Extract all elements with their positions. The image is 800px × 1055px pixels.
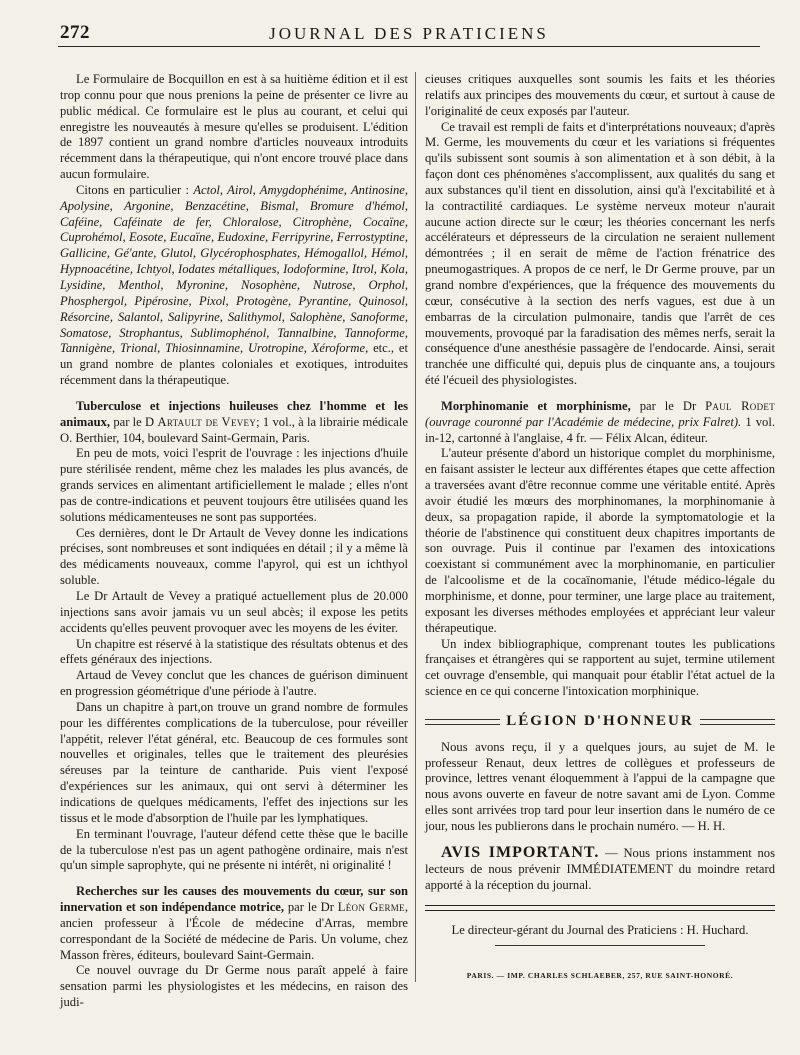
avis-title: AVIS IMPORTANT. <box>441 843 600 861</box>
heading-rule-right <box>700 719 775 725</box>
imprint-rule <box>495 945 705 946</box>
tuberculose-paragraph-4: Un chapitre est réservé à la statistique des résultats obtenus et des effets généraux des injections. <box>60 636 408 667</box>
recherches-continued: cieuses critiques auxquelles sont soumis les faits et les théories relatifs aux principes des mouvements du cœur, et surtout à cause de l'originalité de ceux exposés par l'auteur. <box>425 72 775 118</box>
legion-title: LÉGION D'HONNEUR <box>506 712 694 729</box>
page-header <box>58 22 760 47</box>
recherches-by: par le Dr <box>287 900 334 915</box>
right-column <box>425 72 775 984</box>
citons-end: etc., et un grand nombre de plantes coloniales et exotiques, introduites récemment dans la thérapeutique. <box>60 341 408 388</box>
recherches-paragraph-1: Ce nouvel ouvrage du Dr Germe nous paraît appelé à faire sensation parmi les physiologistes et les médecins, en raison des judi- <box>60 963 408 1010</box>
morphinomanie-paragraph-2: Un index bibliographique, comprenant toutes les publications françaises et étrangères qui se rapportent au sujet, termine utilement cet ouvrage d'ensemble, qui manquait pour établir l'état actuel de la science en ce qui concerne l'intoxication morphinique. <box>425 636 775 699</box>
director-signature: Le directeur-gérant du Journal des Praticiens : H. Huchard. <box>451 923 749 938</box>
printer-imprint: PARIS. — IMP. CHARLES SCHLAEBER, 257, RUE SAINT-HONORÉ. <box>466 971 734 981</box>
tuberculose-paragraph-6: Dans un chapitre à part,on trouve un grand nombre de formules pour les différentes complications de la tuberculose, pour réveiller l'appétit, relever l'état général, etc. Beaucoup de ces formules sont nouvelles et originales, telles que le traitement des pleurésies séreuses par la teinture de cantharide. Puis vient l'exposé d'expériences sur les animaux, qui ont servi à déterminer les indications de quelques médicaments, l'effet des injections sur les tissus et le mode d'absorption de l'huile par les lymphatiques. <box>60 699 408 825</box>
tuberculose-by: par le D <box>113 414 155 429</box>
legion-paragraph: Nous avons reçu, il y a quelques jours, au sujet de M. le professeur Renaut, deux lettres de collègues et professeurs de province, lettres venant éloquemment à l'appui de la campagne que nous avons ouverte en faveur de notre savant ami de Lyon. Comme elles sont arrivées trop tard pour leur insertion dans le numéro de ce jour, nous les publierons dans le prochain numéro. — H. H. <box>425 739 775 833</box>
page-number: 272 <box>60 22 90 43</box>
morphinomanie-paragraph-1: L'auteur présente d'abord un historique complet du morphinisme, en faisant assister le lecteur aux différentes étapes que cette affection a traversées avant d'être reconnue comme une véritable entité. Après avoir étudié les mœurs des morphinomanes, la morphinomanie à deux, sa propagation rapide, il aborde la symptomatologie et la théorie de l'abstinence qui constituent deux chapitres importants de son ouvrage. Puis il continue par l'examen des intoxications coexistant si communément avec la morphinomanie, en particulier de l'alcoolisme et de la cocaïnomanie, l'étude médico-légale du morphinisme, et donne, pour terminer, une large place au traitement, exposant les diverses méthodes employées et appréciant leur valeur thérapeutique. <box>425 446 775 635</box>
heading-rule-left <box>425 719 500 725</box>
recherches-paragraph-2: Ce travail est rempli de faits et d'interprétations nouveaux; d'après M. Germe, les mouvements du cœur et les variations si fréquentes qu'ils subissent sont soumis à son alimentation et à son débit, à la façon dont ces phénomènes s'accomplissent, aux qualités du sang et aux substances qu'il tient en dissolution, ainsi qu'à l'excitabilité et à la contractilité cardiaques. Le système nerveux moteur n'aurait aucune action directe sur le cœur; les théories concernant les nerfs accélérateurs et dépresseurs de la circulation ne seraient nullement démontrées ; il en serait de même de l'action frénatrice des pneumogastriques. A propos de ce nerf, le Dr Germe prouve, par un grand nombre d'expériences, que la fréquence des mouvements du cœur, consécutive à la section des nerfs vagues, est due à un embarras de la circulation pulmonaire, tandis que l'arrêt de ces mouvements, provoqué par la faradisation des mêmes nerfs, serait la conséquence d'une anesthésie passagère de l'endocarde. Ainsi, serait tranchée une difficulté qui, depuis plus de cinquante ans, a toujours été l'écueil des physiologistes. <box>425 119 775 388</box>
journal-title: JOURNAL DES PRATICIENS <box>269 24 549 43</box>
morphinomanie-by: par le Dr <box>639 398 697 413</box>
avis-text: — Nous prions instamment nos lecteurs de nous prévenir IMMÉDIATEMENT du moindre retard apporté à la réception du journal. <box>425 845 775 892</box>
drug-list: Actol, Airol, Amygdophénime, Antinosine, Apolysine, Argonine, Benzacétine, Bismal, Bromure d'hémol, Caféine, Caféinate de fer, Chloralose, Citrophène, Cocaïne, Cuprohémol, Eosote, Eucaïne, Eudoxine, Ferripyrine, Ferrostyptine, Gallicine, Gé'ante, Glutol, Glycérophosphates, Hémogallol, Hémol, Hypnoacétine, Ichtyol, Iodates métalliques, Iodoformine, Itrol, Kola, Lysidine, Menthol, Myronine, Nosophène, Nutrose, Orphol, Phosphergol, Pipérosine, Pixol, Protogène, Pyrantine, Quinosol, Résorcine, Salantol, Salipyrine, Salithymol, Salophène, Sanoforme, Somatose, Strophantus, Sublimophénol, Tannalbine, Tannoforme, Tannigène, Trional, Thiosinnamine, Urotropine, Xéroforme, <box>60 182 408 356</box>
tuberculose-paragraph-2: Ces dernières, dont le Dr Artault de Vevey donne les indications précises, sont nombreuses et sont indiquées en détail ; il y a même là des médicaments nouveaux, comme l'apyrol, qui est un ichthyol soluble. <box>60 525 408 588</box>
recherches-title: Recherches sur les causes des mouvements du cœur, sur son innervation et son indépendance motrice, <box>60 884 408 915</box>
left-column <box>60 72 408 1011</box>
morphinomanie-entry <box>425 399 775 447</box>
formulaire-paragraph: Le Formulaire de Bocquillon en est à sa huitième édition et il est trop connu pour que nous prenions la peine de présenter ce livre au public médical. Ce formulaire est le plus au courant, et celui qui enregistre les nouveautés à mesure qu'elles se produisent. L'édition de 1897 contient un grand nombre d'articles nouveaux introduits récemment dans la thérapeutique, qui n'ont encore trouvé place dans aucun formulaire. <box>60 72 408 182</box>
morphinomanie-award: (ouvrage couronné par l'Académie de médecine, prix Falret). <box>425 414 742 429</box>
tuberculose-title: Tuberculose et injections huileuses chez l'homme et les animaux, <box>60 398 408 429</box>
tuberculose-paragraph-3: Le Dr Artault de Vevey a pratiqué actuellement plus de 20.000 injections sans avoir jamais vu un seul abcès; il expose les petits accidents qu'elles peuvent provoquer avec les moyens de les éviter. <box>60 589 408 635</box>
recherches-publisher: , ancien professeur à l'École de médecine d'Arras, membre correspondant de la Société de médecine de Paris. Un volume, chez Masson frères, éditeurs, boulevard Saint-Germain. <box>60 900 409 962</box>
recherches-author: Léon Germe <box>337 900 405 915</box>
closing-rule <box>425 905 775 911</box>
avis-paragraph <box>425 845 775 894</box>
tuberculose-paragraph-5: Artaud de Vevey conclut que les chances de guérison diminuent en progression géométrique d'une période à l'autre. <box>60 668 408 699</box>
legion-heading <box>425 714 775 730</box>
tuberculose-paragraph-7: En terminant l'ouvrage, l'auteur défend cette thèse que le bacille de la tuberculose n'est pas un agent pathogène ordinaire, mais n'est qu'un simple saprophyte, qui ne présente ni intérêt, ni originalité ! <box>60 826 408 873</box>
column-divider <box>415 72 416 982</box>
citons-intro: Citons en particulier : <box>76 182 189 197</box>
morphinomanie-title: Morphinomanie et morphinisme, <box>441 398 631 413</box>
morphinomanie-publisher: 1 vol. in-12, cartonné à l'anglaise, 4 fr. — Félix Alcan, éditeur. <box>425 414 775 445</box>
recherches-entry <box>60 884 408 963</box>
tuberculose-author: Artault de Vevey <box>157 414 257 429</box>
tuberculose-paragraph-1: En peu de mots, voici l'esprit de l'ouvrage : les injections d'huile pure stérilisée rendent, même chez les malades les plus avancés, de grands services en alimentant artificiellement le malade ; elles n'ont pas de contre-indications et peuvent toujours être utilisées quand les solutions médicamenteuses ne sont pas supportées. <box>60 446 408 524</box>
tuberculose-entry <box>60 399 408 447</box>
tuberculose-publisher: ; 1 vol., à la librairie médicale O. Berthier, 104, boulevard Saint-Germain, Paris. <box>60 414 408 445</box>
citons-paragraph <box>60 183 408 389</box>
morphinomanie-author: Paul Rodet <box>705 398 775 413</box>
